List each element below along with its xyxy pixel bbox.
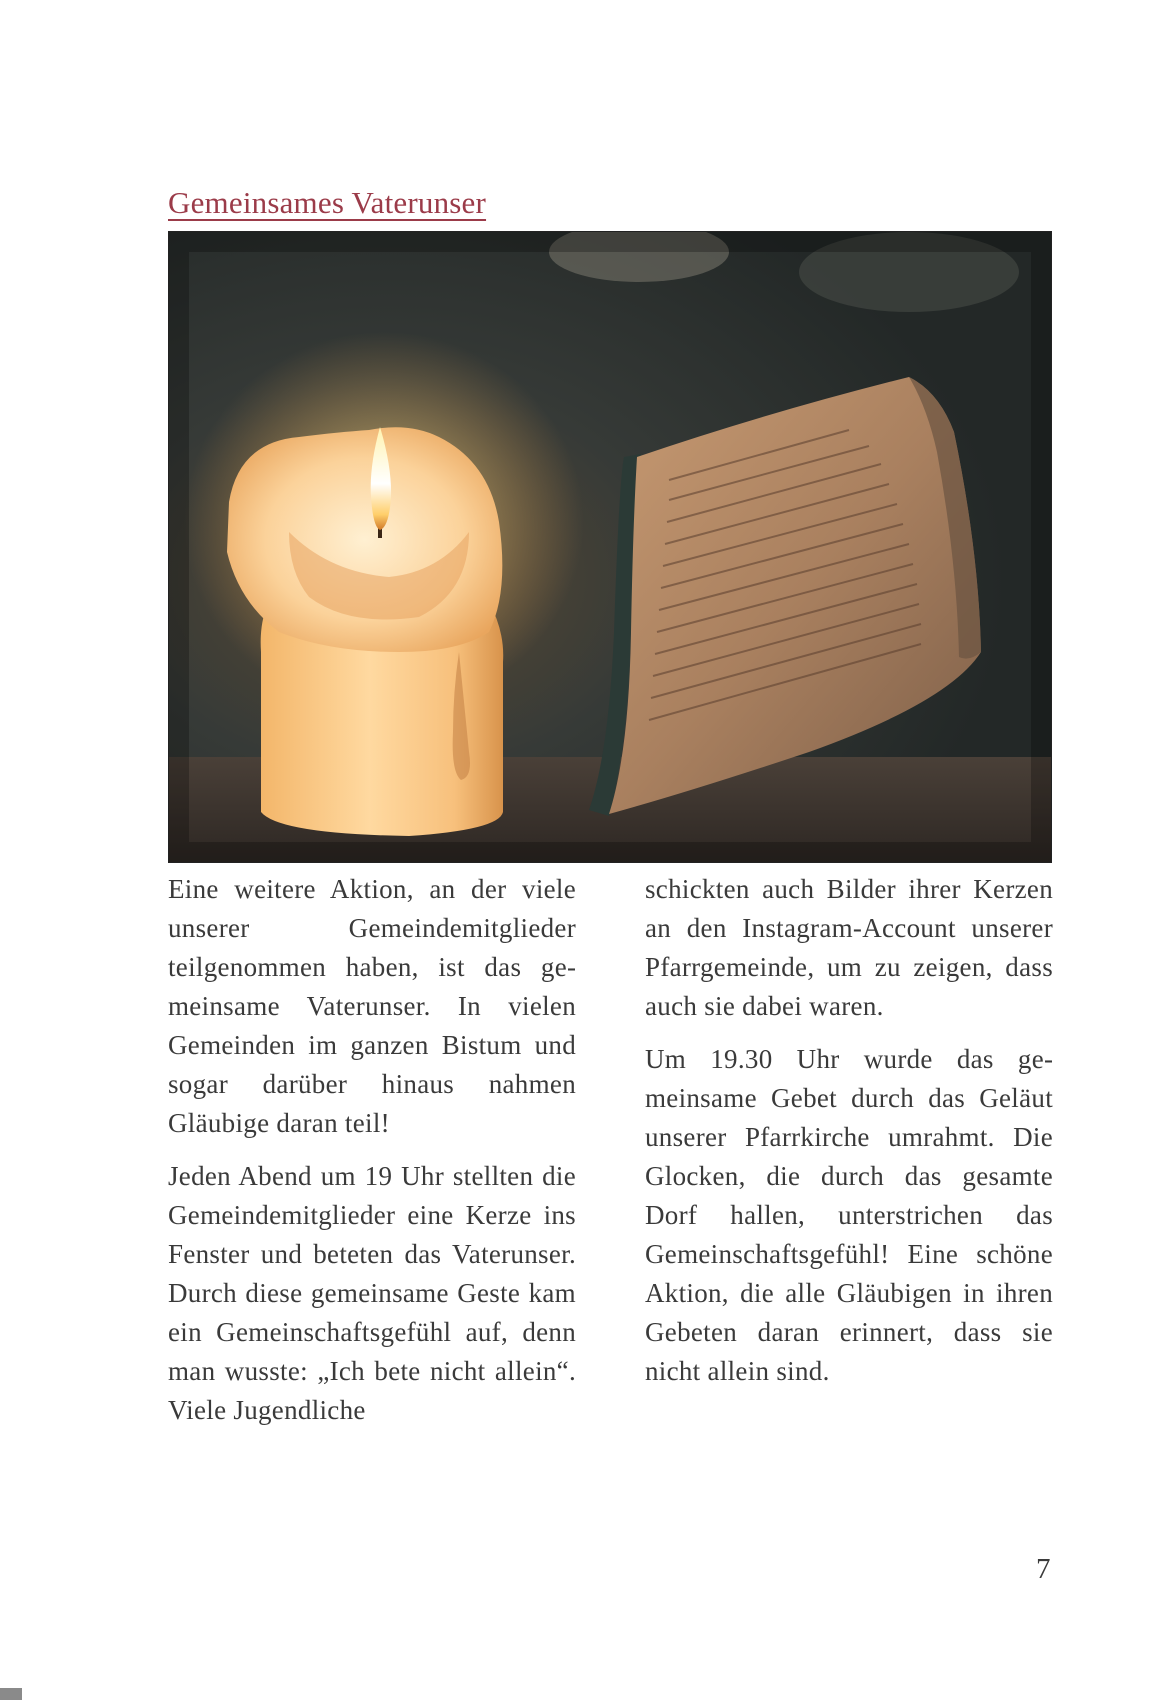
scan-mark — [0, 1688, 22, 1700]
page-number: 7 — [1036, 1553, 1051, 1585]
candle-book-photo — [168, 231, 1052, 863]
page-title: Gemeinsames Vaterunser — [168, 185, 487, 220]
text-column-left — [168, 870, 576, 1444]
paragraph: Jeden Abend um 19 Uhr stellten die Gemeindemitglieder eine Kerze ins Fenster und beteten das Vaterunser. Durch diese gemeinsame Geste kam ein Gemeinschaftsgefühl auf, denn man wusste: „Ich bete nicht allein“. Viele Jugendliche — [168, 1161, 576, 1425]
text-column-right — [645, 870, 1053, 1405]
paragraph: schickten auch Bilder ihrer Kerzen an den Instagram-Account unserer Pfarrgemeinde, um zu zeigen, dass auch sie dabei waren. — [645, 874, 1053, 1021]
paragraph: Eine weitere Aktion, an der viele unserer Gemeindemitglieder teilgenommen haben, ist das gemeinsame Vaterunser. In vielen Gemeinden im ganzen Bistum und sogar darüber hinaus nahmen Gläubige daran teil! — [168, 874, 576, 1138]
paragraph: Um 19.30 Uhr wurde das gemeinsame Gebet durch das Geläut unserer Pfarrkirche umrahmt. Die Glocken, die durch das gesamte Dorf hallen, unterstrichen das Gemeinschaftsgefühl! Eine schöne Aktion, die alle Gläubigen in ihren Gebeten daran erinnert, dass sie nicht allein sind. — [645, 1044, 1053, 1386]
